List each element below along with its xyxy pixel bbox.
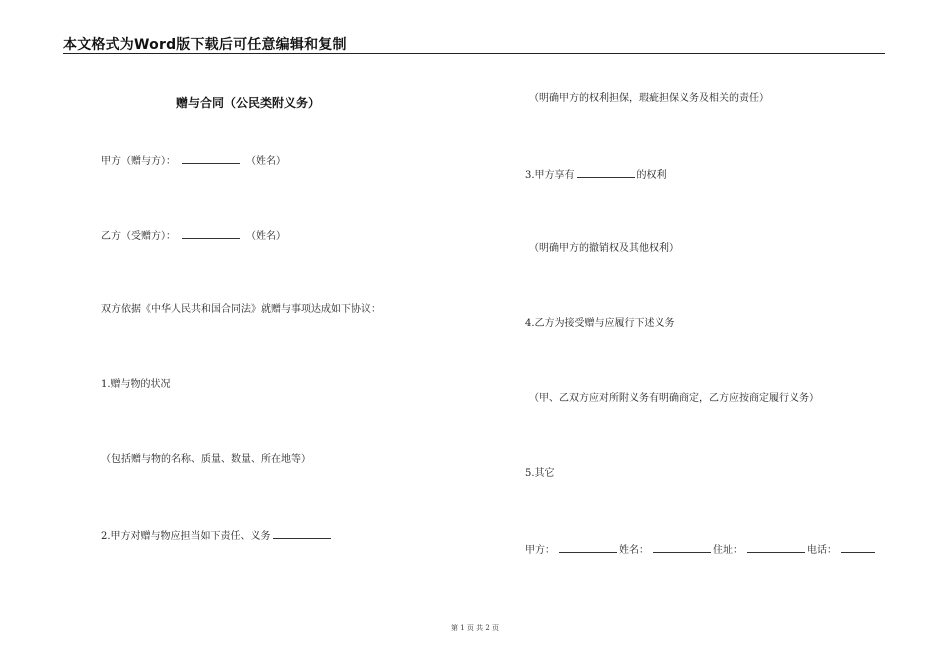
item-1-heading: 1.赠与物的状况 [101,379,171,390]
item-3-suffix: 的权利 [636,170,667,181]
party-b-name-blank[interactable] [182,228,240,239]
item-5-heading: 5.其它 [525,468,555,479]
header-divider [63,53,885,54]
party-b-label: 乙方（受赠方）： [101,231,176,242]
party-b-line [101,228,286,244]
item-3-note: （明确甲方的撤销权及其他权利） [529,243,679,254]
item-3-prefix: 3.甲方享有 [525,170,575,181]
party-a-suffix: （姓名） [246,156,286,167]
sign-address-label: 住址： [713,545,743,556]
contract-title: 赠与合同（公民类附义务） [176,96,321,110]
sign-address-blank[interactable] [747,542,805,553]
item-3-line [525,167,667,183]
sign-party-a-label: 甲方： [525,545,555,556]
item-2-note: （明确甲方的权利担保，瑕疵担保义务及相关的责任） [529,93,769,104]
party-a-line [101,153,286,169]
sign-name-blank[interactable] [653,542,711,553]
item-3-blank[interactable] [577,167,635,178]
agreement-intro: 双方依据《中华人民共和国合同法》就赠与事项达成如下协议： [101,304,381,315]
item-2-line [101,528,331,544]
party-a-name-blank[interactable] [182,153,240,164]
party-a-label: 甲方（赠与方）： [101,156,176,167]
sign-party-a-blank[interactable] [559,542,617,553]
item-4-note: （甲、乙双方应对所附义务有明确商定，乙方应按商定履行义务） [529,393,819,404]
sign-name-label: 姓名： [619,545,649,556]
item-1-note: （包括赠与物的名称、质量、数量、所在地等） [101,454,311,465]
party-b-suffix: （姓名） [246,231,286,242]
item-2-heading: 2.甲方对赠与物应担当如下责任、义务 [101,531,271,542]
sign-phone-blank[interactable] [841,542,875,553]
item-4-heading: 4.乙方为接受赠与应履行下述义务 [525,318,675,329]
document-header-title: 本文格式为Word版下载后可任意编辑和复制 [63,37,347,53]
item-2-blank[interactable] [273,528,331,539]
sign-phone-label: 电话： [807,545,837,556]
signature-line [525,542,875,558]
page-number: 第 1 页 共 2 页 [450,624,500,632]
